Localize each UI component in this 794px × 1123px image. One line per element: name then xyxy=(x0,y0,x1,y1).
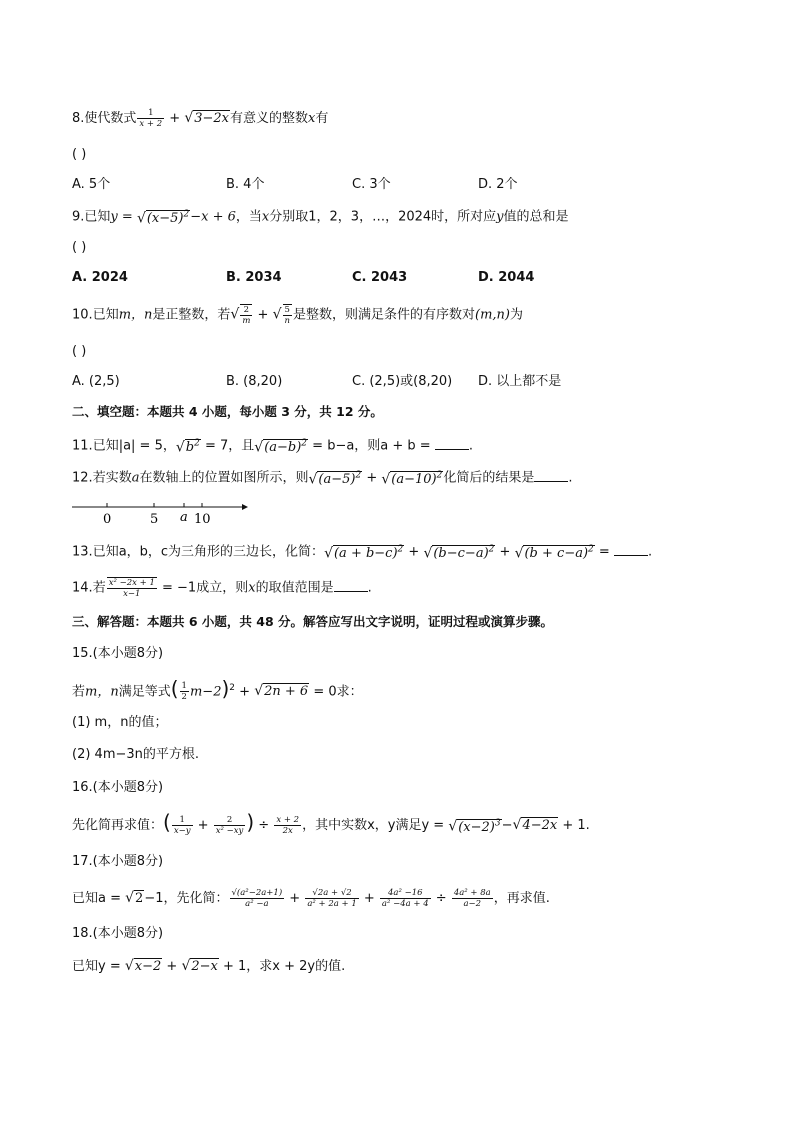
q10-option-b: B. (8,20) xyxy=(226,374,283,389)
q9-sqrt: $√(x-5)^2$ xyxy=(136,210,190,227)
question-15: 若m，n满足等式( $\frac{1}{2}$ m−2)$^2$ + √2n + 6 = 0求： xyxy=(72,676,363,703)
q14-fraction: $\frac{\text{x² −2x + 1}}{x-1}$ xyxy=(108,578,155,599)
q8-option-a: A. 5个 xyxy=(72,177,111,192)
question-8: 8.使代数式 $\frac{1}{x + 2}$ + √3−2x有意义的整数x有 xyxy=(72,108,329,129)
q9-option-d: D. 2044 xyxy=(478,270,535,285)
label-10: 10 xyxy=(194,512,211,527)
question-17: 已知a = √2−1，先化简： $\frac{\text{√(a²−2a+1)}}{\text{a² −a}}$ + $\frac{√2a + √2}{\text{a² + 2a + 1}}$ + $\frac{\text{4a² −16}}{\text{a² −4a + 4}}$ ÷ $\frac{\text{4a² + 8a}}{a-2}$ ，再求值. xyxy=(72,888,550,909)
question-10: 10.已知m，n是正整数，若√ $\frac{2}{m}$ + √ $\frac{5}{n}$ 是整数，则满足条件的有序数对(m,n)为 xyxy=(72,305,523,326)
q11-blank xyxy=(435,437,469,450)
q13-blank xyxy=(614,543,648,556)
q8-option-b: B. 4个 xyxy=(226,177,265,192)
question-16: 先化简再求值：( $\frac{1}{x-y}$ + $\frac{2}{\text{x² −xy}}$ ) ÷ $\frac{x + 2}{2x}$ ，其中实数x，y满足$y = √(x-2)^3-√4-2x + 1$. xyxy=(72,810,590,836)
section-2-heading: 二、填空题：本题共 4 小题，每小题 3 分，共 12 分。 xyxy=(72,404,383,419)
q9-paren: ( ) xyxy=(72,240,87,255)
q8-fraction: $\frac{1}{x + 2}$ xyxy=(139,108,163,129)
q10-option-d: D. 以上都不是 xyxy=(478,374,562,389)
question-14: 14.若 $\frac{\text{x² −2x + 1}}{x-1}$ = −1成立，则x的取值范围是 . xyxy=(72,578,372,599)
q8-paren: ( ) xyxy=(72,147,87,162)
label-0: 0 xyxy=(103,512,112,527)
q8-option-d: D. 2个 xyxy=(478,177,518,192)
q8-sqrt: √3−2x xyxy=(184,110,230,126)
q8-number: 8. xyxy=(72,111,85,126)
q14-blank xyxy=(334,579,368,592)
q12-blank xyxy=(534,469,568,482)
q17-heading: 17.(本小题8分) xyxy=(72,854,164,869)
q8-option-c: C. 3个 xyxy=(352,177,391,192)
q10-option-a: A. (2,5) xyxy=(72,374,120,389)
q18-heading: 18.(本小题8分) xyxy=(72,926,164,941)
number-line xyxy=(72,497,262,527)
q16-heading: 16.(本小题8分) xyxy=(72,780,164,795)
q15-part-1: (1) m，n的值； xyxy=(72,715,168,730)
q9-option-a: A. 2024 xyxy=(72,270,128,285)
question-12: 12.若实数a在数轴上的位置如图所示，则$√(a-5)^2 + √(a-10)^2$化简后的结果是 . xyxy=(72,470,573,488)
q15-heading: 15.(本小题8分) xyxy=(72,646,164,661)
question-13: 13.已知a，b，c为三角形的三边长，化简：$√(a + b-c)^2 + √(b-c-a)^2 + √(b + c-a)^2$ = . xyxy=(72,544,653,562)
question-9: 9.已知$y = √(x-5)^2-x + 6$，当x分别取1，2，3，…，2024时，所对应y值的总和是 xyxy=(72,205,569,229)
question-18: 已知y = √x−2 + √2−x + 1，求x + 2y的值. xyxy=(72,958,346,974)
q15-part-2: (2) 4m−3n的平方根. xyxy=(72,747,200,762)
q10-option-c: C. (2,5)或(8,20) xyxy=(352,374,453,389)
q10-sqrt-2: √ $\frac{5}{n}$ xyxy=(272,305,290,326)
label-a: a xyxy=(180,510,188,525)
section-3-heading: 三、解答题：本题共 6 小题，共 48 分。解答应写出文字说明，证明过程或演算步骤。 xyxy=(72,614,554,629)
label-5: 5 xyxy=(150,512,159,527)
number-line-arrow xyxy=(242,504,248,510)
question-11: 11.已知|a| = 5，$√b^2 = 7$，且$√(a-b)^2 = b-a$，则a + b = . xyxy=(72,438,473,456)
q10-sqrt-1: √ $\frac{2}{m}$ xyxy=(230,305,251,326)
q10-paren: ( ) xyxy=(72,344,87,359)
q9-option-c: C. 2043 xyxy=(352,270,408,285)
q9-option-b: B. 2034 xyxy=(226,270,282,285)
